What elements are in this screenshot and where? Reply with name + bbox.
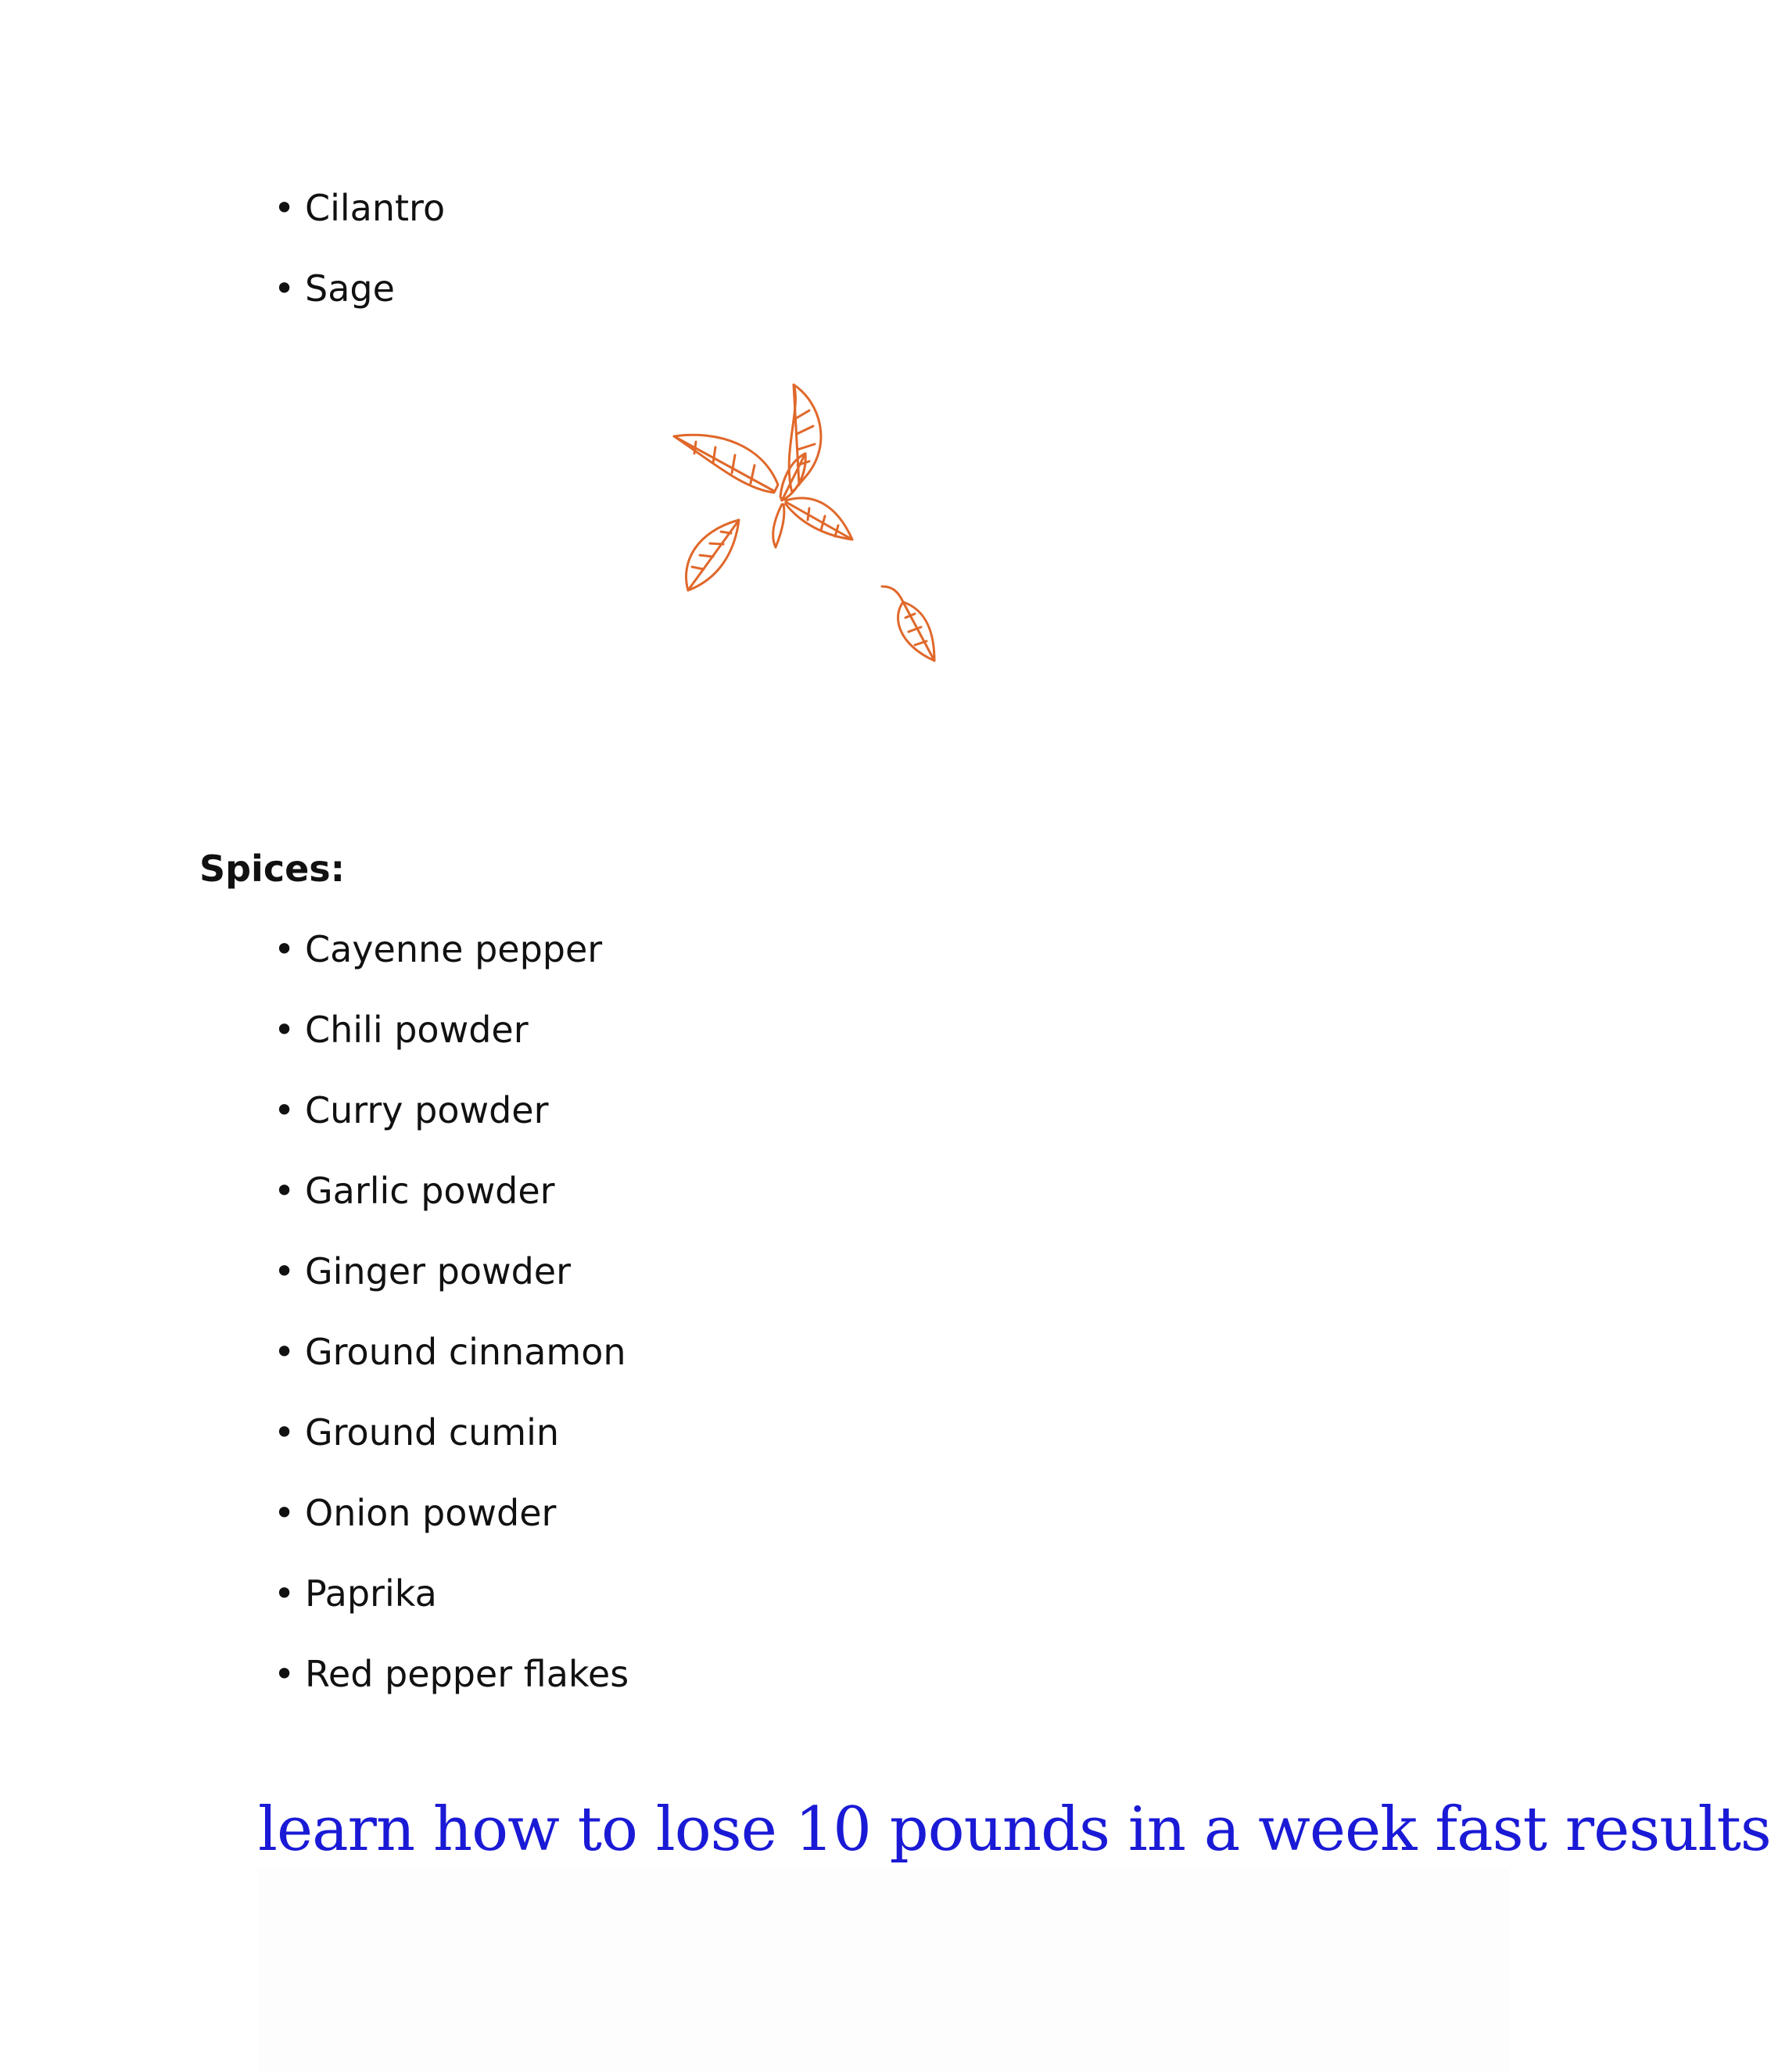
promo-link[interactable]: learn how to lose 10 pounds in a week fast results	[258, 1794, 1771, 1865]
promo-panel	[258, 1869, 1509, 2072]
list-item: • Curry powder	[274, 1089, 549, 1131]
list-item: • Cilantro	[274, 187, 446, 229]
list-item: • Ground cumin	[274, 1411, 560, 1454]
spices-heading: Spices:	[199, 848, 346, 890]
list-item: • Sage	[274, 267, 395, 310]
list-item: • Onion powder	[274, 1492, 557, 1534]
list-item: • Garlic powder	[274, 1170, 555, 1212]
list-item: • Chili powder	[274, 1009, 529, 1051]
list-item: • Ground cinnamon	[274, 1331, 626, 1373]
list-item: • Cayenne pepper	[274, 928, 603, 970]
list-item: • Ginger powder	[274, 1250, 571, 1292]
basil-leaves-icon	[665, 375, 977, 704]
list-item: • Paprika	[274, 1572, 437, 1615]
list-item: • Red pepper flakes	[274, 1653, 629, 1695]
